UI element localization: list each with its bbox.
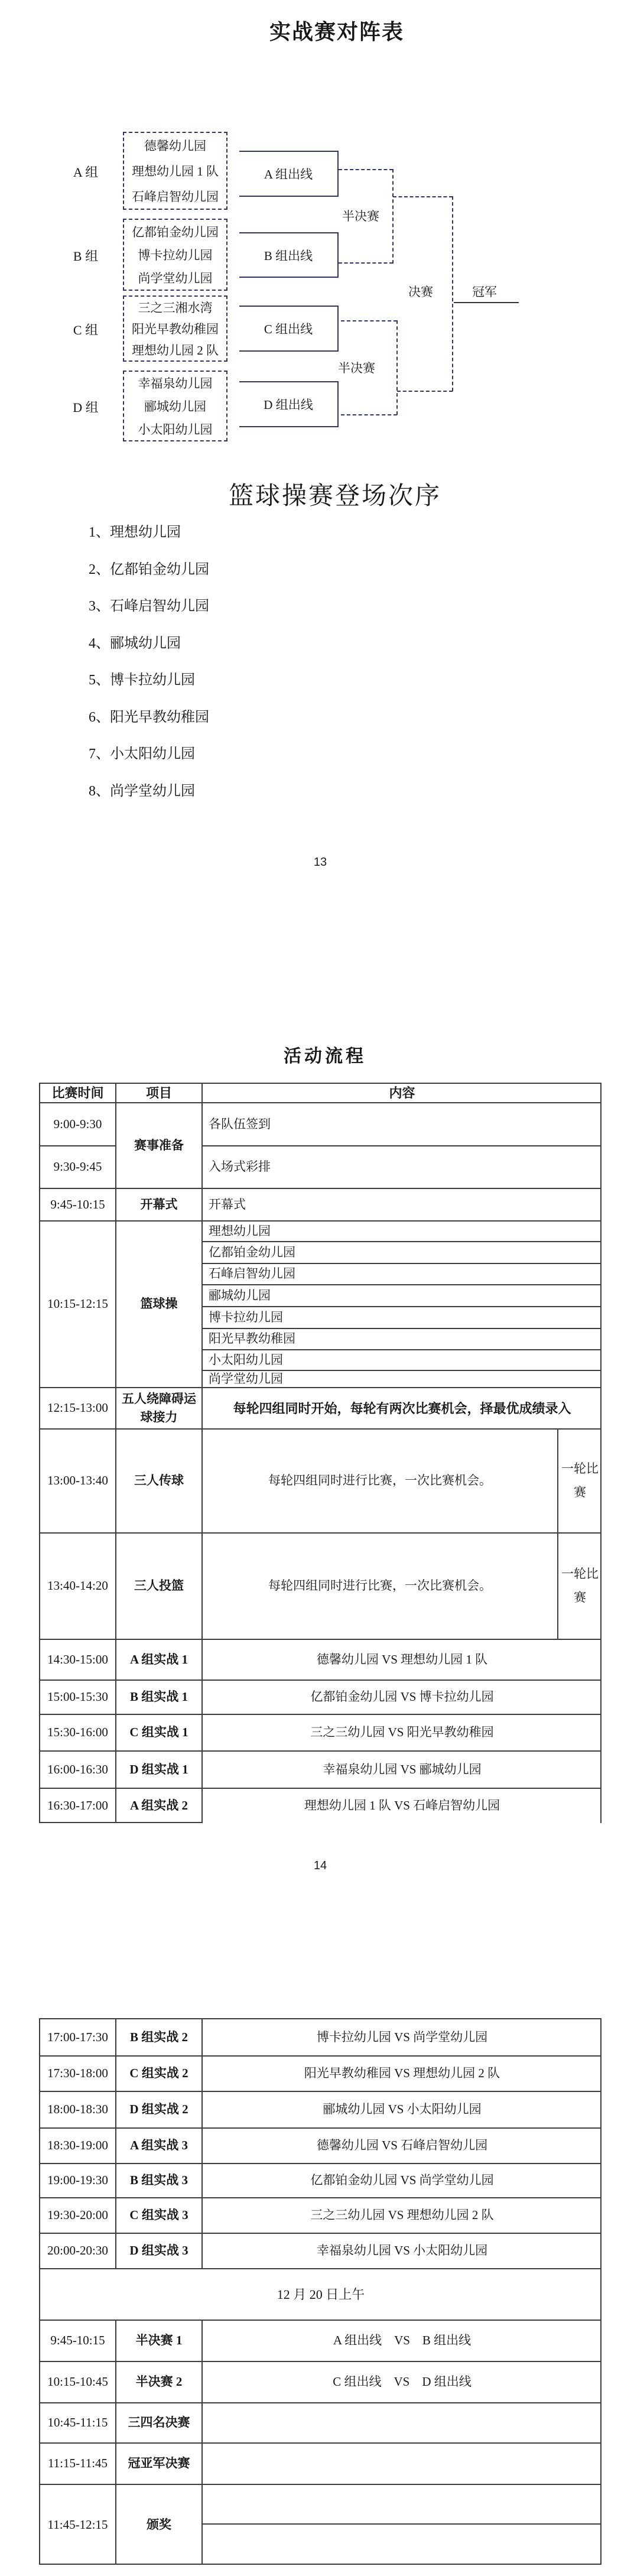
schedule-cell-content: 尚学堂幼儿园 xyxy=(201,1370,602,1387)
schedule-cell-content: 入场式彩排 xyxy=(201,1145,602,1188)
schedule-cell-item: C 组实战 2 xyxy=(115,2055,201,2091)
schedule-cell-note: 一轮比赛 xyxy=(557,1532,602,1639)
schedule-cell-content: 幸福泉幼儿园 VS 小太阳幼儿园 xyxy=(201,2233,602,2268)
schedule-banner-cell: 12 月 20 日上午 xyxy=(39,2268,602,2320)
schedule-cell-time: 10:45-11:15 xyxy=(39,2402,115,2442)
team-name: 博卡拉幼儿园 xyxy=(138,248,213,262)
schedule-cell-time: 9:00-9:30 xyxy=(39,1102,115,1145)
schedule-cell-content: 每轮四组同时进行比赛，一次比赛机会。 xyxy=(201,1532,557,1639)
table-border xyxy=(39,2564,602,2565)
schedule-cell-content: 理想幼儿园 xyxy=(201,1220,602,1241)
list-item: 3、石峰启智幼儿园 xyxy=(89,599,209,614)
team-name: 幸福泉幼儿园 xyxy=(138,376,213,391)
schedule-header-time: 比赛时间 xyxy=(39,1083,115,1102)
schedule-cell-content: 博卡拉幼儿园 VS 尚学堂幼儿园 xyxy=(201,2018,602,2055)
schedule-cell-item: 开幕式 xyxy=(115,1188,201,1220)
list-item: 1、理想幼儿园 xyxy=(89,525,181,540)
schedule-cell-content: A 组出线 VS B 组出线 xyxy=(201,2320,602,2361)
schedule-cell-item: A 组实战 3 xyxy=(115,2127,201,2163)
list-item: 6、阳光早教幼稚园 xyxy=(89,709,209,725)
schedule-cell-time: 15:30-16:00 xyxy=(39,1714,115,1750)
list-item: 2、亿都铂金幼儿园 xyxy=(89,561,209,577)
schedule-cell-content: 三之三幼儿园 VS 阳光早教幼稚园 xyxy=(201,1714,602,1750)
schedule-cell-time: 10:15-10:45 xyxy=(39,2361,115,2402)
group-label: D 组 xyxy=(73,400,99,415)
page-number-14: 14 xyxy=(313,1859,327,1872)
group-teams-box xyxy=(123,295,227,362)
schedule-cell-time: 9:45-10:15 xyxy=(39,2320,115,2361)
list-item: 7、小太阳幼儿园 xyxy=(89,746,195,762)
schedule-cell-content xyxy=(201,2523,602,2565)
schedule-header-item: 项目 xyxy=(115,1083,201,1102)
group-advance-box: A 组出线 xyxy=(239,151,339,197)
team-name: 郦城幼儿园 xyxy=(144,399,206,414)
schedule-cell-item: 三四名决赛 xyxy=(115,2402,201,2442)
bracket-connector xyxy=(339,169,393,170)
schedule-cell-item: 颁奖 xyxy=(115,2484,201,2565)
group-label: A 组 xyxy=(73,165,99,180)
schedule-cell-time: 18:30-19:00 xyxy=(39,2127,115,2163)
schedule-cell-item: C 组实战 3 xyxy=(115,2197,201,2233)
group-label: C 组 xyxy=(73,323,99,337)
page-number-13: 13 xyxy=(313,856,327,869)
list-item: 8、尚学堂幼儿园 xyxy=(89,783,195,799)
schedule-cell-content: 亿都铂金幼儿园 VS 尚学堂幼儿园 xyxy=(201,2163,602,2197)
schedule-cell-content: 每轮四组同时开始，每轮有两次比赛机会，择最优成绩录入 xyxy=(201,1387,602,1428)
schedule-cell-time: 9:45-10:15 xyxy=(39,1188,115,1220)
schedule-cell-time: 11:45-12:15 xyxy=(39,2484,115,2565)
schedule-header-content: 内容 xyxy=(201,1083,602,1102)
group-teams-box xyxy=(123,132,227,210)
schedule-cell-time: 14:30-15:00 xyxy=(39,1639,115,1680)
schedule-cell-time: 17:30-18:00 xyxy=(39,2055,115,2091)
team-name: 德馨幼儿园 xyxy=(144,139,206,154)
schedule-cell-time: 11:15-11:45 xyxy=(39,2442,115,2484)
schedule-cell-time: 16:00-16:30 xyxy=(39,1750,115,1788)
schedule-cell-item: 半决赛 1 xyxy=(115,2320,201,2361)
schedule-cell-time: 16:30-17:00 xyxy=(39,1788,115,1823)
schedule-cell-item: D 组实战 1 xyxy=(115,1750,201,1788)
bracket-connector xyxy=(396,320,398,415)
bracket-connector xyxy=(341,320,397,321)
schedule-cell-content: 每轮四组同时进行比赛，一次比赛机会。 xyxy=(201,1428,557,1532)
schedule-cell-content: 亿都铂金幼儿园 VS 博卡拉幼儿园 xyxy=(201,1680,602,1714)
list-item: 4、郦城幼儿园 xyxy=(89,635,181,651)
team-name: 亿都铂金幼儿园 xyxy=(132,225,219,239)
schedule-cell-item: 冠亚军决赛 xyxy=(115,2442,201,2484)
team-name: 尚学堂幼儿园 xyxy=(138,271,213,286)
bracket-connector xyxy=(397,391,453,392)
schedule-cell-content: 博卡拉幼儿园 xyxy=(201,1306,602,1328)
schedule-cell-time: 17:00-17:30 xyxy=(39,2018,115,2055)
schedule-cell-item: C 组实战 1 xyxy=(115,1714,201,1750)
bracket-connector xyxy=(452,196,453,391)
list-item: 5、博卡拉幼儿园 xyxy=(89,673,195,688)
schedule-cell-time: 13:40-14:20 xyxy=(39,1532,115,1639)
schedule-cell-item: 三人投篮 xyxy=(115,1532,201,1639)
schedule-cell-item: 篮球操 xyxy=(115,1220,201,1387)
group-teams-box xyxy=(123,371,227,441)
schedule-cell-time: 10:15-12:15 xyxy=(39,1220,115,1387)
schedule-cell-content xyxy=(201,2402,602,2442)
schedule-cell-time: 15:00-15:30 xyxy=(39,1680,115,1714)
schedule-cell-item: D 组实战 3 xyxy=(115,2233,201,2268)
schedule-cell-content: 郦城幼儿园 VS 小太阳幼儿园 xyxy=(201,2091,602,2127)
team-name: 理想幼儿园 2 队 xyxy=(132,343,219,358)
schedule-cell-content: 幸福泉幼儿园 VS 郦城幼儿园 xyxy=(201,1750,602,1788)
schedule-cell-content: 三之三幼儿园 VS 理想幼儿园 2 队 xyxy=(201,2197,602,2233)
flow-title: 活动流程 xyxy=(284,1047,366,1066)
schedule-cell-item: D 组实战 2 xyxy=(115,2091,201,2127)
group-advance-box: B 组出线 xyxy=(239,232,339,278)
schedule-cell-time: 18:00-18:30 xyxy=(39,2091,115,2127)
schedule-cell-content: 各队伍签到 xyxy=(201,1102,602,1145)
schedule-cell-content: 亿都铂金幼儿园 xyxy=(201,1241,602,1263)
bracket-connector xyxy=(392,169,394,264)
semifinal-top-label: 半决赛 xyxy=(342,209,379,223)
team-name: 阳光早教幼稚园 xyxy=(132,322,219,336)
schedule-cell-time: 19:00-19:30 xyxy=(39,2163,115,2197)
schedule-cell-content: 郦城幼儿园 xyxy=(201,1284,602,1306)
schedule-cell-item: 三人传球 xyxy=(115,1428,201,1532)
schedule-cell-content: 阳光早教幼稚园 xyxy=(201,1328,602,1349)
schedule-cell-item: 半决赛 2 xyxy=(115,2361,201,2402)
list-title: 篮球操赛登场次序 xyxy=(228,483,441,510)
bracket-connector xyxy=(393,196,453,197)
schedule-cell-item: B 组实战 3 xyxy=(115,2163,201,2197)
schedule-cell-time: 19:30-20:00 xyxy=(39,2197,115,2233)
bracket-connector xyxy=(339,262,393,264)
bracket-title: 实战赛对阵表 xyxy=(269,20,404,44)
schedule-cell-content: 德馨幼儿园 VS 石峰启智幼儿园 xyxy=(201,2127,602,2163)
group-label: B 组 xyxy=(73,249,99,264)
group-advance-box: D 组出线 xyxy=(239,381,339,427)
group-advance-box: C 组出线 xyxy=(239,306,339,352)
schedule-cell-item: 五人绕障碍运球接力 xyxy=(115,1387,201,1428)
schedule-cell-time: 12:15-13:00 xyxy=(39,1387,115,1428)
table-border xyxy=(600,2018,602,2565)
schedule-cell-item: B 组实战 2 xyxy=(115,2018,201,2055)
schedule-cell-time: 20:00-20:30 xyxy=(39,2233,115,2268)
team-name: 三之三湘水湾 xyxy=(138,301,213,315)
schedule-cell-content xyxy=(201,2442,602,2484)
schedule-cell-content: 小太阳幼儿园 xyxy=(201,1349,602,1370)
table-border xyxy=(39,1822,203,1823)
schedule-cell-content: 开幕式 xyxy=(201,1188,602,1220)
schedule-cell-note: 一轮比赛 xyxy=(557,1428,602,1532)
schedule-cell-content xyxy=(201,2484,602,2523)
schedule-cell-content: C 组出线 VS D 组出线 xyxy=(201,2361,602,2402)
team-name: 小太阳幼儿园 xyxy=(138,422,213,437)
final-label: 决赛 xyxy=(408,285,433,299)
schedule-cell-content: 石峰启智幼儿园 xyxy=(201,1263,602,1284)
schedule-cell-time: 9:30-9:45 xyxy=(39,1145,115,1188)
schedule-cell-item: A 组实战 2 xyxy=(115,1788,201,1823)
schedule-cell-item: A 组实战 1 xyxy=(115,1639,201,1680)
team-name: 理想幼儿园 1 队 xyxy=(132,164,219,178)
schedule-cell-item: B 组实战 1 xyxy=(115,1680,201,1714)
schedule-cell-content: 阳光早教幼稚园 VS 理想幼儿园 2 队 xyxy=(201,2055,602,2091)
champion-label: 冠军 xyxy=(472,285,497,299)
champion-line xyxy=(454,302,519,303)
semifinal-bottom-label: 半决赛 xyxy=(338,361,375,375)
schedule-cell-content: 德馨幼儿园 VS 理想幼儿园 1 队 xyxy=(201,1639,602,1680)
schedule-cell-content: 理想幼儿园 1 队 VS 石峰启智幼儿园 xyxy=(201,1788,602,1823)
table-border xyxy=(600,1083,602,1823)
group-teams-box xyxy=(123,219,227,291)
team-name: 石峰启智幼儿园 xyxy=(132,189,219,204)
bracket-connector xyxy=(341,414,397,415)
schedule-cell-item: 赛事准备 xyxy=(115,1102,201,1188)
schedule-cell-time: 13:00-13:40 xyxy=(39,1428,115,1532)
